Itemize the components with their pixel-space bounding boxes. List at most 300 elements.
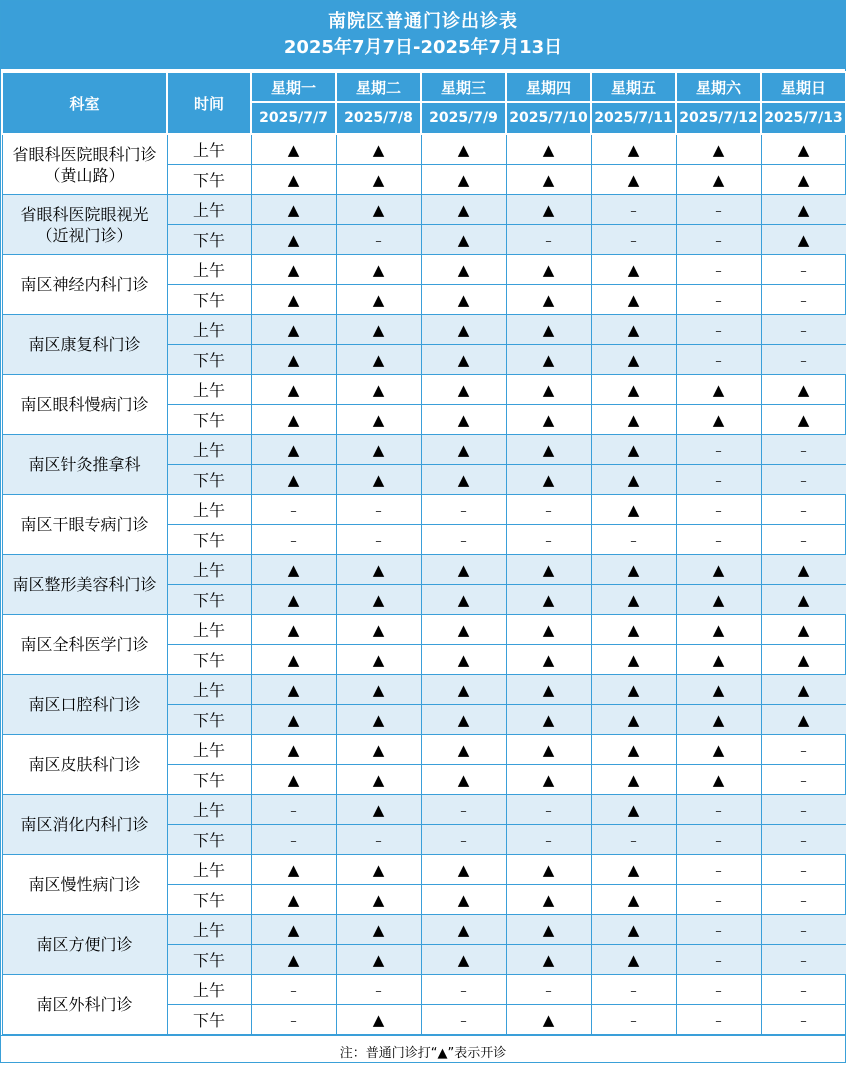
closed-marker-icon: – [715, 294, 722, 309]
open-marker-icon: ▲ [372, 171, 385, 189]
schedule-cell [506, 825, 591, 855]
schedule-cell [336, 345, 421, 375]
session-label: 下午 [167, 945, 251, 975]
schedule-cell [676, 795, 761, 825]
schedule-cell [676, 585, 761, 615]
schedule-cell [676, 285, 761, 315]
schedule-cell [761, 525, 846, 555]
session-label: 下午 [167, 165, 251, 195]
schedule-cell [676, 195, 761, 225]
schedule-cell [506, 255, 591, 285]
session-label: 下午 [167, 585, 251, 615]
schedule-cell [676, 825, 761, 855]
schedule-cell [761, 165, 846, 195]
closed-marker-icon: – [290, 984, 297, 999]
closed-marker-icon: – [800, 504, 807, 519]
open-marker-icon: ▲ [457, 861, 470, 879]
closed-marker-icon: – [800, 954, 807, 969]
closed-marker-icon: – [715, 444, 722, 459]
closed-marker-icon: – [630, 1014, 637, 1029]
schedule-cell [591, 645, 676, 675]
open-marker-icon: ▲ [797, 591, 810, 609]
schedule-cell [251, 1005, 336, 1035]
schedule-cell [336, 405, 421, 435]
schedule-cell [676, 555, 761, 585]
open-marker-icon: ▲ [797, 411, 810, 429]
open-marker-icon: ▲ [542, 171, 555, 189]
schedule-cell [336, 1005, 421, 1035]
schedule-cell [251, 885, 336, 915]
schedule-cell [421, 855, 506, 885]
open-marker-icon: ▲ [542, 741, 555, 759]
schedule-cell [506, 885, 591, 915]
closed-marker-icon: – [800, 534, 807, 549]
open-marker-icon: ▲ [287, 771, 300, 789]
open-marker-icon: ▲ [797, 621, 810, 639]
session-label: 下午 [167, 525, 251, 555]
closed-marker-icon: – [800, 444, 807, 459]
schedule-cell [676, 255, 761, 285]
open-marker-icon: ▲ [457, 321, 470, 339]
schedule-row [2, 315, 846, 345]
schedule-cell [421, 255, 506, 285]
schedule-cell [676, 525, 761, 555]
schedule-cell [591, 705, 676, 735]
schedule-cell [251, 675, 336, 705]
open-marker-icon: ▲ [287, 891, 300, 909]
closed-marker-icon: – [715, 834, 722, 849]
open-marker-icon: ▲ [372, 651, 385, 669]
open-marker-icon: ▲ [372, 711, 385, 729]
open-marker-icon: ▲ [287, 141, 300, 159]
schedule-cell [676, 315, 761, 345]
open-marker-icon: ▲ [372, 891, 385, 909]
open-marker-icon: ▲ [627, 441, 640, 459]
open-marker-icon: ▲ [457, 621, 470, 639]
open-marker-icon: ▲ [287, 711, 300, 729]
closed-marker-icon: – [800, 834, 807, 849]
open-marker-icon: ▲ [627, 261, 640, 279]
schedule-cell [506, 795, 591, 825]
department-name: 省眼科医院眼视光 （近视门诊） [2, 195, 167, 255]
schedule-cell [761, 345, 846, 375]
session-label: 下午 [167, 345, 251, 375]
closed-marker-icon: – [545, 804, 552, 819]
open-marker-icon: ▲ [372, 441, 385, 459]
open-marker-icon: ▲ [712, 561, 725, 579]
schedule-cell [336, 915, 421, 945]
weekday-header: 星期二 [336, 72, 421, 102]
open-marker-icon: ▲ [542, 591, 555, 609]
closed-marker-icon: – [715, 534, 722, 549]
schedule-cell [336, 615, 421, 645]
closed-marker-icon: – [800, 744, 807, 759]
schedule-cell [591, 885, 676, 915]
schedule-cell [506, 345, 591, 375]
closed-marker-icon: – [715, 474, 722, 489]
schedule-cell [251, 165, 336, 195]
schedule-cell [591, 975, 676, 1005]
open-marker-icon: ▲ [542, 141, 555, 159]
schedule-cell [591, 675, 676, 705]
open-marker-icon: ▲ [797, 171, 810, 189]
open-marker-icon: ▲ [457, 171, 470, 189]
closed-marker-icon: – [800, 924, 807, 939]
legend-note: 注：普通门诊打“▲”表示开诊 [1, 1035, 845, 1066]
schedule-cell [676, 165, 761, 195]
open-marker-icon: ▲ [542, 291, 555, 309]
schedule-cell [336, 255, 421, 285]
open-marker-icon: ▲ [542, 921, 555, 939]
date-header: 2025/7/8 [336, 102, 421, 134]
open-marker-icon: ▲ [372, 261, 385, 279]
open-marker-icon: ▲ [457, 291, 470, 309]
schedule-row [2, 435, 846, 465]
weekday-header: 星期日 [761, 72, 846, 102]
open-marker-icon: ▲ [627, 741, 640, 759]
schedule-row [2, 795, 846, 825]
closed-marker-icon: – [715, 264, 722, 279]
schedule-cell [421, 405, 506, 435]
schedule-row [2, 555, 846, 585]
closed-marker-icon: – [800, 324, 807, 339]
open-marker-icon: ▲ [287, 171, 300, 189]
closed-marker-icon: – [715, 324, 722, 339]
open-marker-icon: ▲ [287, 411, 300, 429]
open-marker-icon: ▲ [457, 441, 470, 459]
schedule-cell [506, 195, 591, 225]
open-marker-icon: ▲ [627, 861, 640, 879]
schedule-cell [506, 405, 591, 435]
schedule-row [2, 675, 846, 705]
schedule-cell [506, 705, 591, 735]
closed-marker-icon: – [290, 504, 297, 519]
schedule-cell [591, 195, 676, 225]
open-marker-icon: ▲ [627, 801, 640, 819]
open-marker-icon: ▲ [542, 561, 555, 579]
closed-marker-icon: – [800, 894, 807, 909]
schedule-cell [761, 975, 846, 1005]
open-marker-icon: ▲ [542, 681, 555, 699]
weekday-header: 星期一 [251, 72, 336, 102]
closed-marker-icon: – [460, 504, 467, 519]
schedule-cell [761, 735, 846, 765]
schedule-cell [336, 975, 421, 1005]
open-marker-icon: ▲ [627, 651, 640, 669]
schedule-cell [676, 705, 761, 735]
closed-marker-icon: – [800, 774, 807, 789]
schedule-cell [761, 945, 846, 975]
schedule-cell [761, 645, 846, 675]
schedule-cell [761, 915, 846, 945]
open-marker-icon: ▲ [372, 681, 385, 699]
open-marker-icon: ▲ [287, 381, 300, 399]
schedule-cell [336, 435, 421, 465]
schedule-cell [421, 675, 506, 705]
time-header: 时间 [167, 72, 251, 134]
closed-marker-icon: – [375, 834, 382, 849]
closed-marker-icon: – [460, 534, 467, 549]
closed-marker-icon: – [715, 894, 722, 909]
department-name: 南区口腔科门诊 [2, 675, 167, 735]
schedule-cell [421, 825, 506, 855]
schedule-cell [591, 795, 676, 825]
schedule-cell [336, 765, 421, 795]
schedule-cell [421, 225, 506, 255]
schedule-row [2, 915, 846, 945]
closed-marker-icon: – [460, 984, 467, 999]
schedule-cell [761, 225, 846, 255]
open-marker-icon: ▲ [627, 321, 640, 339]
open-marker-icon: ▲ [627, 891, 640, 909]
schedule-cell [506, 165, 591, 195]
schedule-cell [676, 405, 761, 435]
schedule-cell [506, 555, 591, 585]
schedule-cell [421, 555, 506, 585]
closed-marker-icon: – [800, 354, 807, 369]
schedule-cell [506, 435, 591, 465]
schedule-cell [591, 555, 676, 585]
schedule-cell [761, 765, 846, 795]
session-label: 下午 [167, 705, 251, 735]
open-marker-icon: ▲ [797, 381, 810, 399]
schedule-cell [251, 915, 336, 945]
schedule-cell [676, 1005, 761, 1035]
session-label: 上午 [167, 315, 251, 345]
schedule-cell [336, 225, 421, 255]
schedule-cell [506, 525, 591, 555]
open-marker-icon: ▲ [797, 141, 810, 159]
schedule-cell [591, 375, 676, 405]
open-marker-icon: ▲ [627, 561, 640, 579]
schedule-cell [676, 375, 761, 405]
open-marker-icon: ▲ [287, 261, 300, 279]
open-marker-icon: ▲ [287, 231, 300, 249]
schedule-cell [336, 675, 421, 705]
schedule-cell [761, 285, 846, 315]
schedule-cell [761, 885, 846, 915]
session-label: 下午 [167, 1005, 251, 1035]
schedule-cell [421, 615, 506, 645]
closed-marker-icon: – [545, 504, 552, 519]
open-marker-icon: ▲ [457, 951, 470, 969]
schedule-cell [506, 915, 591, 945]
schedule-cell [761, 405, 846, 435]
date-header: 2025/7/11 [591, 102, 676, 134]
schedule-cell [336, 885, 421, 915]
schedule-cell [761, 795, 846, 825]
closed-marker-icon: – [715, 804, 722, 819]
schedule-cell [676, 915, 761, 945]
open-marker-icon: ▲ [712, 771, 725, 789]
closed-marker-icon: – [630, 984, 637, 999]
date-header: 2025/7/7 [251, 102, 336, 134]
open-marker-icon: ▲ [542, 381, 555, 399]
department-name: 南区慢性病门诊 [2, 855, 167, 915]
schedule-cell [676, 435, 761, 465]
schedule-cell [336, 165, 421, 195]
schedule-cell [421, 495, 506, 525]
closed-marker-icon: – [715, 354, 722, 369]
department-name: 南区整形美容科门诊 [2, 555, 167, 615]
schedule-cell [591, 315, 676, 345]
schedule-cell [506, 765, 591, 795]
weekday-header: 星期四 [506, 72, 591, 102]
schedule-cell [421, 765, 506, 795]
schedule-cell [251, 495, 336, 525]
open-marker-icon: ▲ [712, 621, 725, 639]
schedule-cell [421, 915, 506, 945]
schedule-cell [591, 825, 676, 855]
schedule-row [2, 975, 846, 1005]
schedule-cell [591, 345, 676, 375]
schedule-cell [421, 975, 506, 1005]
schedule-cell [591, 405, 676, 435]
open-marker-icon: ▲ [287, 681, 300, 699]
schedule-cell [251, 525, 336, 555]
schedule-cell [336, 134, 421, 165]
open-marker-icon: ▲ [712, 141, 725, 159]
schedule-cell [251, 645, 336, 675]
open-marker-icon: ▲ [542, 441, 555, 459]
open-marker-icon: ▲ [372, 921, 385, 939]
session-label: 上午 [167, 134, 251, 165]
schedule-cell [506, 495, 591, 525]
closed-marker-icon: – [375, 234, 382, 249]
closed-marker-icon: – [375, 504, 382, 519]
schedule-cell [251, 315, 336, 345]
closed-marker-icon: – [290, 1014, 297, 1029]
open-marker-icon: ▲ [372, 591, 385, 609]
dept-header: 科室 [2, 72, 167, 134]
schedule-cell [591, 225, 676, 255]
open-marker-icon: ▲ [287, 741, 300, 759]
schedule-cell [506, 225, 591, 255]
session-label: 上午 [167, 975, 251, 1005]
open-marker-icon: ▲ [627, 681, 640, 699]
open-marker-icon: ▲ [372, 951, 385, 969]
schedule-cell [251, 705, 336, 735]
schedule-cell [761, 555, 846, 585]
open-marker-icon: ▲ [372, 801, 385, 819]
schedule-cell [506, 1005, 591, 1035]
open-marker-icon: ▲ [627, 471, 640, 489]
schedule-row [2, 255, 846, 285]
open-marker-icon: ▲ [627, 501, 640, 519]
open-marker-icon: ▲ [457, 411, 470, 429]
open-marker-icon: ▲ [287, 441, 300, 459]
open-marker-icon: ▲ [372, 291, 385, 309]
schedule-cell [421, 885, 506, 915]
schedule-cell [251, 765, 336, 795]
date-header: 2025/7/12 [676, 102, 761, 134]
open-marker-icon: ▲ [372, 201, 385, 219]
schedule-cell [421, 1005, 506, 1035]
schedule-cell [761, 465, 846, 495]
open-marker-icon: ▲ [542, 891, 555, 909]
open-marker-icon: ▲ [372, 861, 385, 879]
schedule-cell [591, 585, 676, 615]
schedule-cell [336, 195, 421, 225]
closed-marker-icon: – [290, 834, 297, 849]
schedule-cell [421, 134, 506, 165]
schedule-cell [761, 675, 846, 705]
open-marker-icon: ▲ [627, 291, 640, 309]
closed-marker-icon: – [630, 204, 637, 219]
session-label: 下午 [167, 765, 251, 795]
open-marker-icon: ▲ [457, 651, 470, 669]
schedule-cell [421, 195, 506, 225]
schedule-cell [676, 945, 761, 975]
schedule-cell [591, 165, 676, 195]
schedule-cell [251, 345, 336, 375]
open-marker-icon: ▲ [457, 921, 470, 939]
schedule-cell [251, 825, 336, 855]
schedule-cell [336, 705, 421, 735]
schedule-cell [421, 315, 506, 345]
closed-marker-icon: – [715, 504, 722, 519]
schedule-cell [761, 134, 846, 165]
open-marker-icon: ▲ [712, 381, 725, 399]
open-marker-icon: ▲ [457, 261, 470, 279]
closed-marker-icon: – [545, 234, 552, 249]
closed-marker-icon: – [715, 954, 722, 969]
schedule-cell [506, 375, 591, 405]
schedule-cell [506, 735, 591, 765]
open-marker-icon: ▲ [797, 231, 810, 249]
schedule-cell [761, 705, 846, 735]
schedule-cell [761, 855, 846, 885]
open-marker-icon: ▲ [712, 681, 725, 699]
schedule-cell [336, 645, 421, 675]
schedule-cell [591, 495, 676, 525]
session-label: 上午 [167, 495, 251, 525]
open-marker-icon: ▲ [287, 201, 300, 219]
closed-marker-icon: – [375, 534, 382, 549]
session-label: 下午 [167, 405, 251, 435]
weekday-header: 星期六 [676, 72, 761, 102]
schedule-cell [591, 765, 676, 795]
schedule-row [2, 195, 846, 225]
open-marker-icon: ▲ [627, 951, 640, 969]
schedule-cell [591, 615, 676, 645]
open-marker-icon: ▲ [287, 321, 300, 339]
schedule-row [2, 375, 846, 405]
schedule-cell [506, 855, 591, 885]
open-marker-icon: ▲ [287, 591, 300, 609]
schedule-cell [676, 765, 761, 795]
open-marker-icon: ▲ [287, 921, 300, 939]
schedule-cell [336, 525, 421, 555]
session-label: 上午 [167, 195, 251, 225]
session-label: 上午 [167, 615, 251, 645]
closed-marker-icon: – [800, 1014, 807, 1029]
session-label: 上午 [167, 795, 251, 825]
schedule-row [2, 615, 846, 645]
schedule-cell [506, 315, 591, 345]
open-marker-icon: ▲ [457, 201, 470, 219]
department-name: 南区消化内科门诊 [2, 795, 167, 855]
schedule-cell [676, 615, 761, 645]
open-marker-icon: ▲ [287, 951, 300, 969]
schedule-cell [336, 285, 421, 315]
open-marker-icon: ▲ [457, 681, 470, 699]
open-marker-icon: ▲ [797, 681, 810, 699]
closed-marker-icon: – [715, 984, 722, 999]
schedule-cell [421, 795, 506, 825]
session-label: 下午 [167, 885, 251, 915]
open-marker-icon: ▲ [372, 771, 385, 789]
